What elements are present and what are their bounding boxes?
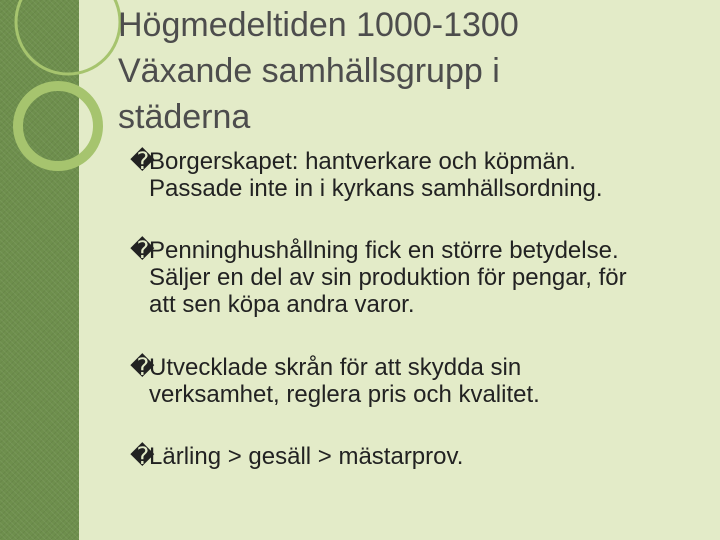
title-line-1: Högmedeltiden 1000-1300 bbox=[118, 6, 519, 44]
bullet-item bbox=[130, 148, 710, 202]
slide-title bbox=[118, 2, 698, 140]
large-ring bbox=[16, 0, 120, 74]
bullet-marker-icon: � bbox=[130, 237, 155, 264]
bullet-text: Borgerskapet: hantverkare och köpmän. bbox=[149, 148, 576, 175]
bullet-text: Utvecklade skrån för att skydda sin bbox=[149, 354, 522, 381]
bullet-text: att sen köpa andra varor. bbox=[149, 291, 415, 318]
bullet-text: verksamhet, reglera pris och kvalitet. bbox=[149, 381, 540, 408]
bullet-text: Penninghushållning fick en större betydelse. bbox=[149, 237, 619, 264]
bullet-marker-icon: � bbox=[130, 354, 155, 381]
bullet-marker-icon: � bbox=[130, 148, 155, 175]
bullet-item bbox=[130, 443, 710, 470]
bullet-item bbox=[130, 237, 710, 318]
bullet-marker-icon: � bbox=[130, 443, 155, 470]
title-line-3: städerna bbox=[118, 98, 251, 136]
title-line-2: Växande samhällsgrupp i bbox=[118, 52, 500, 90]
thick-ring bbox=[18, 86, 98, 166]
bullet-text: Säljer en del av sin produktion för pengar, för bbox=[149, 264, 627, 291]
bullet-text: Lärling > gesäll > mästarprov. bbox=[149, 443, 464, 470]
bullet-item bbox=[130, 354, 710, 408]
bullet-text: Passade inte in i kyrkans samhällsordning. bbox=[149, 175, 603, 202]
